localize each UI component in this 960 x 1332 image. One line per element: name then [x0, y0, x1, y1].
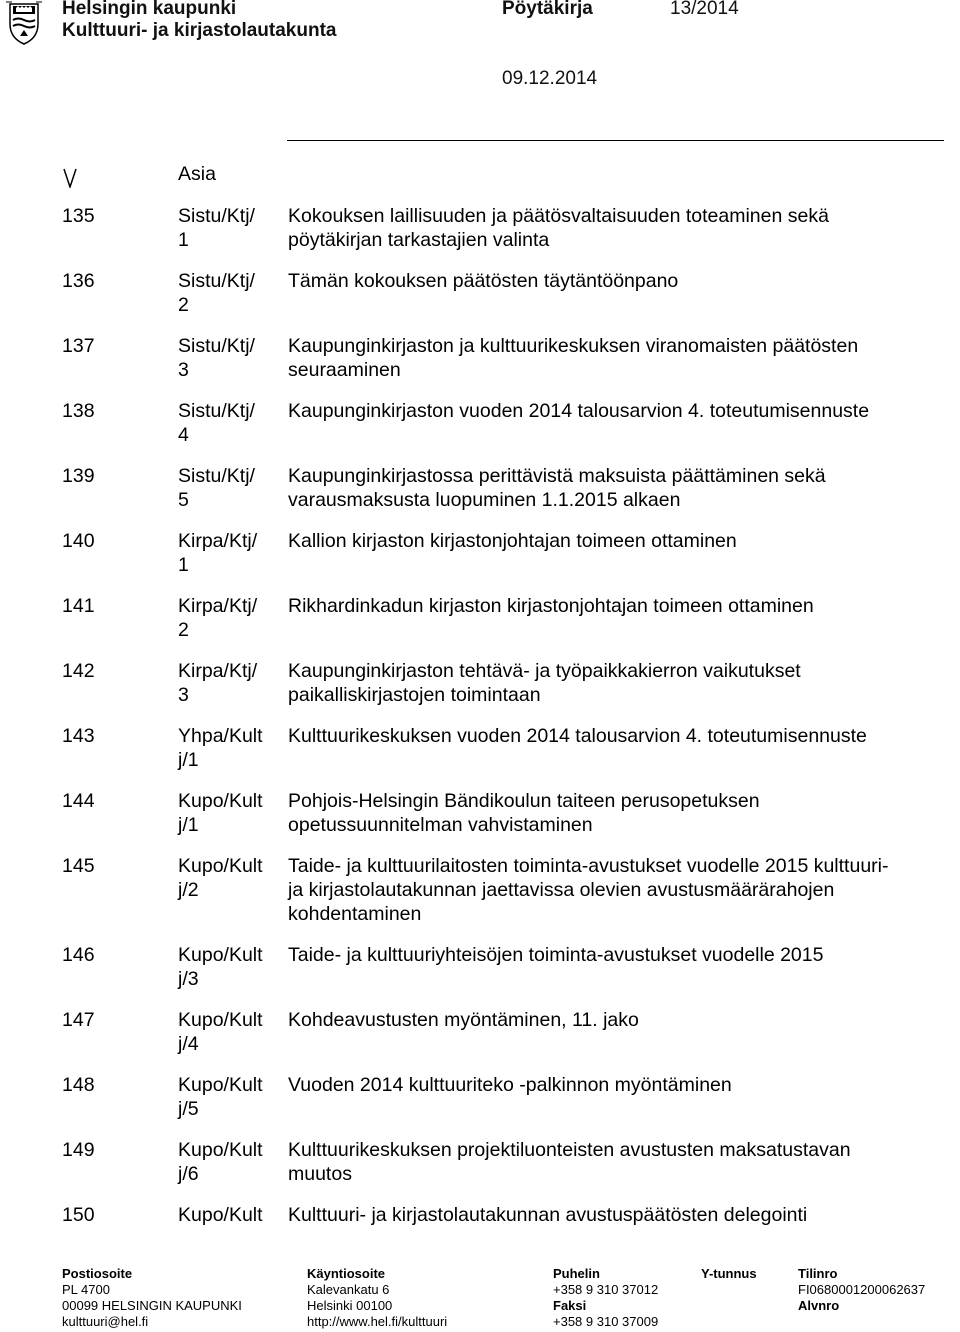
agenda-item-unit: Kirpa/Ktj/ 3: [178, 660, 258, 706]
agenda-item-number: 137: [62, 335, 95, 357]
agenda-row: [62, 1073, 942, 1121]
footer-website: http://www.hel.fi/kulttuuri: [307, 1314, 448, 1329]
agenda-list: [62, 204, 942, 1227]
organization-name: Helsingin kaupunki: [62, 0, 237, 19]
footer-po-box: PL 4700: [62, 1282, 110, 1297]
agenda-item-number: 149: [62, 1139, 95, 1161]
agenda-item-title: Kaupunginkirjaston ja kulttuurikeskuksen viranomaisten päätösten seuraaminen: [288, 335, 859, 381]
agenda-item-number: 143: [62, 725, 95, 747]
footer-visit: [307, 1266, 447, 1330]
footer-phone-number: +358 9 310 37012: [553, 1282, 659, 1297]
agenda-item-number: 144: [62, 790, 95, 812]
header-divider: [287, 140, 944, 141]
agenda-item-unit: Sistu/Ktj/ 1: [178, 205, 255, 251]
agenda-item-title: Kulttuurikeskuksen vuoden 2014 talousarvion 4. toteutumisennuste: [288, 725, 867, 747]
agenda-item-title: Kaupunginkirjaston tehtävä- ja työpaikkakierron vaikutukset paikalliskirjastojen toimintaan: [288, 660, 801, 706]
footer-label-faksi: Faksi: [553, 1298, 587, 1313]
agenda-item-unit: Kupo/Kult j/3: [178, 944, 263, 990]
footer-postal-code: 00099 HELSINGIN KAUPUNKI: [62, 1298, 242, 1313]
agenda-row: [62, 659, 942, 707]
footer-label-tilinro: Tilinro: [798, 1266, 838, 1281]
agenda-item-unit: Sistu/Ktj/ 2: [178, 270, 255, 316]
footer-street: Kalevankatu 6: [307, 1282, 390, 1297]
document-header: [0, 0, 960, 100]
agenda-item-number: 140: [62, 530, 95, 552]
agenda-item-title: Kaupunginkirjaston vuoden 2014 talousarvion 4. toteutumisennuste: [288, 400, 870, 422]
agenda-item-title: Taide- ja kulttuurilaitosten toiminta-avustukset vuodelle 2015 kulttuuri- ja kirjastolautakunnan jaettavissa olevien avustusmäärärahojen kohdentaminen: [288, 855, 889, 925]
agenda-row: [62, 204, 942, 252]
footer-city: Helsinki 00100: [307, 1298, 393, 1313]
anchor-icon: [63, 168, 77, 188]
footer-email: kulttuuri@hel.fi: [62, 1314, 149, 1329]
document-number: 13/2014: [670, 0, 739, 19]
document-type: Pöytäkirja: [502, 0, 593, 19]
agenda-item-number: 136: [62, 270, 95, 292]
agenda-row: [62, 529, 942, 577]
agenda-item-unit: Kupo/Kult j/5: [178, 1074, 263, 1120]
agenda-row: [62, 594, 942, 642]
agenda-row: [62, 269, 942, 317]
agenda-item-title: Kulttuuri- ja kirjastolautakunnan avustuspäätösten delegointi: [288, 1204, 808, 1226]
agenda-item-title: Pohjois-Helsingin Bändikoulun taiteen perusopetuksen opetussuunnitelman vahvistaminen: [288, 790, 760, 836]
agenda-item-title: Kaupunginkirjastossa perittävistä maksuista päättäminen sekä varausmaksusta luopuminen 1.1.2015 alkaen: [288, 465, 826, 511]
agenda-item-unit: Kirpa/Ktj/ 2: [178, 595, 258, 641]
footer-business-id: [701, 1266, 757, 1282]
agenda-item-number: 135: [62, 205, 95, 227]
footer-fax-number: +358 9 310 37009: [553, 1314, 659, 1329]
agenda-item-number: 146: [62, 944, 95, 966]
agenda-item-title: Kohdeavustusten myöntäminen, 11. jako: [288, 1009, 639, 1031]
document-date: 09.12.2014: [502, 68, 598, 89]
agenda-row: [62, 724, 942, 772]
agenda-item-title: Tämän kokouksen päätösten täytäntöönpano: [288, 270, 679, 292]
footer-label-kayntiosoite: Käyntiosoite: [307, 1266, 386, 1281]
agenda-item-unit: Kupo/Kult j/2: [178, 855, 263, 901]
agenda-row: [62, 789, 942, 837]
footer-label-y-tunnus: Y-tunnus: [701, 1266, 757, 1281]
agenda-item-number: 139: [62, 465, 95, 487]
agenda-item-number: 141: [62, 595, 95, 617]
agenda-item-title: Rikhardinkadun kirjaston kirjastonjohtajan toimeen ottaminen: [288, 595, 814, 617]
agenda-item-unit: Sistu/Ktj/ 4: [178, 400, 255, 446]
agenda-row: [62, 1008, 942, 1056]
agenda-row: [62, 1138, 942, 1186]
agenda-item-title: Kulttuurikeskuksen projektiluonteisten avustusten maksatustavan muutos: [288, 1139, 851, 1185]
agenda-item-number: 147: [62, 1009, 95, 1031]
agenda-item-unit: Kupo/Kult j/6: [178, 1139, 263, 1185]
agenda-item-unit: Kupo/Kult j/1: [178, 790, 263, 836]
agenda-item-unit: Yhpa/Kult j/1: [178, 725, 263, 771]
agenda-item-number: 142: [62, 660, 95, 682]
agenda-item-title: Kallion kirjaston kirjastonjohtajan toimeen ottaminen: [288, 530, 737, 552]
helsinki-crest-icon: [0, 0, 48, 46]
agenda-item-title: Kokouksen laillisuuden ja päätösvaltaisuuden toteaminen sekä pöytäkirjan tarkastajien valinta: [288, 205, 829, 251]
footer-label-postiosoite: Postiosoite: [62, 1266, 133, 1281]
agenda-item-title: Taide- ja kulttuuriyhteisöjen toiminta-avustukset vuodelle 2015: [288, 944, 824, 966]
agenda-item-unit: Kupo/Kult j/4: [178, 1009, 263, 1055]
agenda-item-number: 145: [62, 855, 95, 877]
footer-postal: [62, 1266, 242, 1330]
agenda-item-title: Vuoden 2014 kulttuuriteko -palkinnon myöntäminen: [288, 1074, 732, 1096]
footer-label-alvnro: Alvnro: [798, 1298, 840, 1313]
agenda-item-unit: Kupo/Kult: [178, 1204, 263, 1226]
footer-phone: [553, 1266, 658, 1330]
agenda-row: [62, 334, 942, 382]
footer-account: [798, 1266, 925, 1314]
table-heading-asia: Asia: [178, 163, 216, 185]
agenda-row: [62, 943, 942, 991]
agenda-item-number: 150: [62, 1204, 95, 1226]
footer-label-puhelin: Puhelin: [553, 1266, 600, 1281]
agenda-row: [62, 1203, 942, 1227]
agenda-item-number: 138: [62, 400, 95, 422]
agenda-row: [62, 464, 942, 512]
footer-account-number: FI0680001200062637: [798, 1282, 926, 1297]
agenda-item-unit: Sistu/Ktj/ 3: [178, 335, 255, 381]
committee-name: Kulttuuri- ja kirjastolautakunta: [62, 20, 337, 41]
agenda-item-number: 148: [62, 1074, 95, 1096]
agenda-item-unit: Sistu/Ktj/ 5: [178, 465, 255, 511]
agenda-row: [62, 399, 942, 447]
agenda-row: [62, 854, 942, 926]
agenda-item-unit: Kirpa/Ktj/ 1: [178, 530, 258, 576]
